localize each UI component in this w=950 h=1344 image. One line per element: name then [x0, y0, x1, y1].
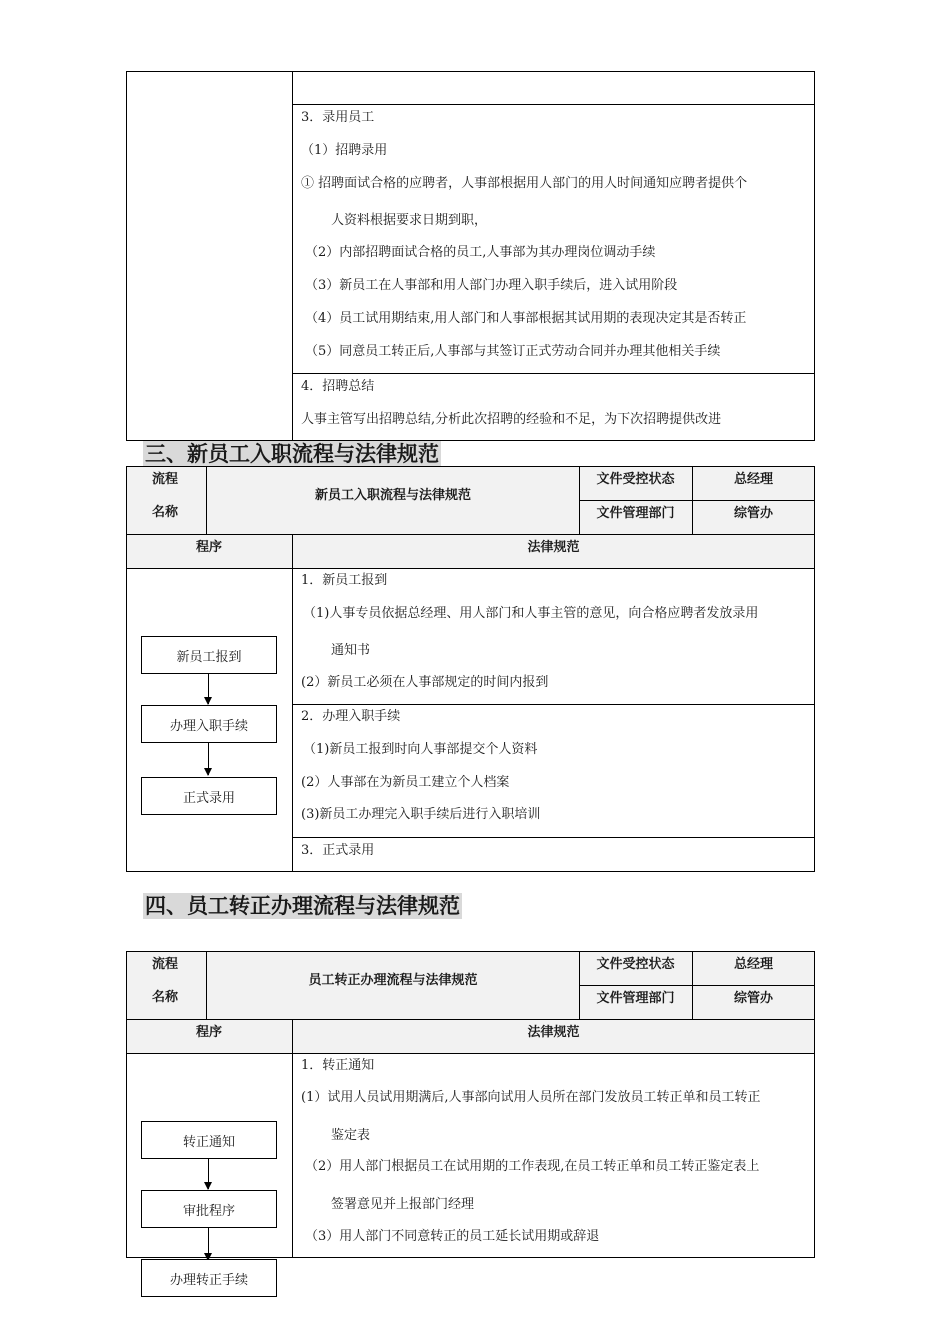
flow-step-box: 审批程序: [141, 1190, 277, 1228]
law-line: 鉴定表: [331, 1128, 371, 1143]
law-line: (3)新员工办理完入职手续后进行入职培训: [301, 807, 541, 822]
flow-label: 流程: [152, 472, 179, 487]
dept-label: 文件管理部门: [596, 506, 675, 521]
section-3-line: [579, 500, 815, 501]
law-line: （1)新员工报到时向人事部提交个人资料: [303, 742, 538, 757]
law-line: （1)人事专员依据总经理、用人部门和人事主管的意见，向合格应聘者发放录用: [303, 606, 759, 621]
flow-label: 流程: [152, 957, 179, 972]
summary-title: 4．招聘总结: [301, 379, 375, 394]
flow-name: 员工转正办理流程与法律规范: [308, 973, 478, 988]
summary-text: 人事主管写出招聘总结,分析此次招聘的经验和不足，为下次招聘提供改进: [301, 412, 722, 427]
law-block-title: 1．新员工报到: [301, 573, 388, 588]
hire-item: （4）员工试用期结束,用人部门和人事部根据其试用期的表现决定其是否转正: [305, 311, 747, 326]
section-4-title: 四、员工转正办理流程与法律规范: [145, 894, 460, 918]
top-table-row-line: [292, 104, 815, 105]
flow-step-box: 正式录用: [141, 777, 277, 815]
column-law: 法律规范: [527, 1025, 580, 1040]
section-3-line: [126, 568, 815, 569]
flow-step-box: 办理转正手续: [141, 1259, 277, 1297]
section-3-line: [126, 534, 815, 535]
flow-arrow: [208, 674, 209, 704]
law-line: (2）人事部在为新员工建立个人档案: [301, 775, 510, 790]
top-table-divider: [292, 71, 293, 441]
dept-value: 综管办: [733, 991, 773, 1006]
hire-item: 人资料根据要求日期到职，: [331, 213, 488, 228]
hire-item: ① 招聘面试合格的应聘者，人事部根据用人部门的用人时间通知应聘者提供个: [301, 176, 748, 191]
flow-arrow: [208, 743, 209, 775]
law-block-title: 1．转正通知: [301, 1058, 375, 1073]
status-label: 文件受控状态: [596, 957, 675, 972]
dept-label: 文件管理部门: [596, 991, 675, 1006]
section-3-title: 三、新员工入职流程与法律规范: [145, 442, 439, 466]
hire-item: （5）同意员工转正后,人事部与其签订正式劳动合同并办理其他相关手续: [305, 344, 721, 359]
law-line: 通知书: [331, 643, 371, 658]
law-line: （3）用人部门不同意转正的员工延长试用期或辞退: [305, 1229, 600, 1244]
flow-arrow: [208, 1228, 209, 1260]
section-4-line: [292, 1019, 293, 1258]
flow-step-box: 办理入职手续: [141, 705, 277, 743]
hire-item: （3）新员工在人事部和用人部门办理入职手续后，进入试用阶段: [305, 278, 678, 293]
section-4-line: [126, 1053, 815, 1054]
column-procedure: 程序: [195, 1025, 222, 1040]
section-3-line: [292, 704, 815, 705]
section-3-line: [292, 837, 815, 838]
column-law: 法律规范: [527, 540, 580, 555]
law-line: (1）试用人员试用期满后,人事部向试用人员所在部门发放员工转正单和员工转正: [301, 1090, 761, 1105]
flow-step-box: 新员工报到: [141, 636, 277, 674]
section-4-line: [126, 1019, 815, 1020]
hire-item: （1）招聘录用: [301, 143, 388, 158]
section-4-line: [579, 985, 815, 986]
law-line: （2）用人部门根据员工在试用期的工作表现,在员工转正单和员工转正鉴定表上: [305, 1159, 760, 1174]
column-procedure: 程序: [195, 540, 222, 555]
law-line: 签署意见并上报部门经理: [331, 1197, 475, 1212]
section-3-line: [292, 534, 293, 872]
hire-item: （2）内部招聘面试合格的员工,人事部为其办理岗位调动手续: [305, 245, 656, 260]
flow-label: 名称: [152, 990, 179, 1005]
dept-value: 综管办: [733, 506, 773, 521]
flow-arrow: [208, 1159, 209, 1189]
status-value: 总经理: [733, 472, 773, 487]
status-value: 总经理: [733, 957, 773, 972]
flow-name: 新员工入职流程与法律规范: [314, 488, 471, 503]
top-table-row-line: [292, 373, 815, 374]
status-label: 文件受控状态: [596, 472, 675, 487]
law-line: (2）新员工必须在人事部规定的时间内报到: [301, 675, 549, 690]
flow-label: 名称: [152, 505, 179, 520]
law-block-title: 2．办理入职手续: [301, 709, 401, 724]
law-block-title: 3．正式录用: [301, 843, 375, 858]
flow-step-box: 转正通知: [141, 1121, 277, 1159]
hire-step-title: 3．录用员工: [301, 110, 375, 125]
